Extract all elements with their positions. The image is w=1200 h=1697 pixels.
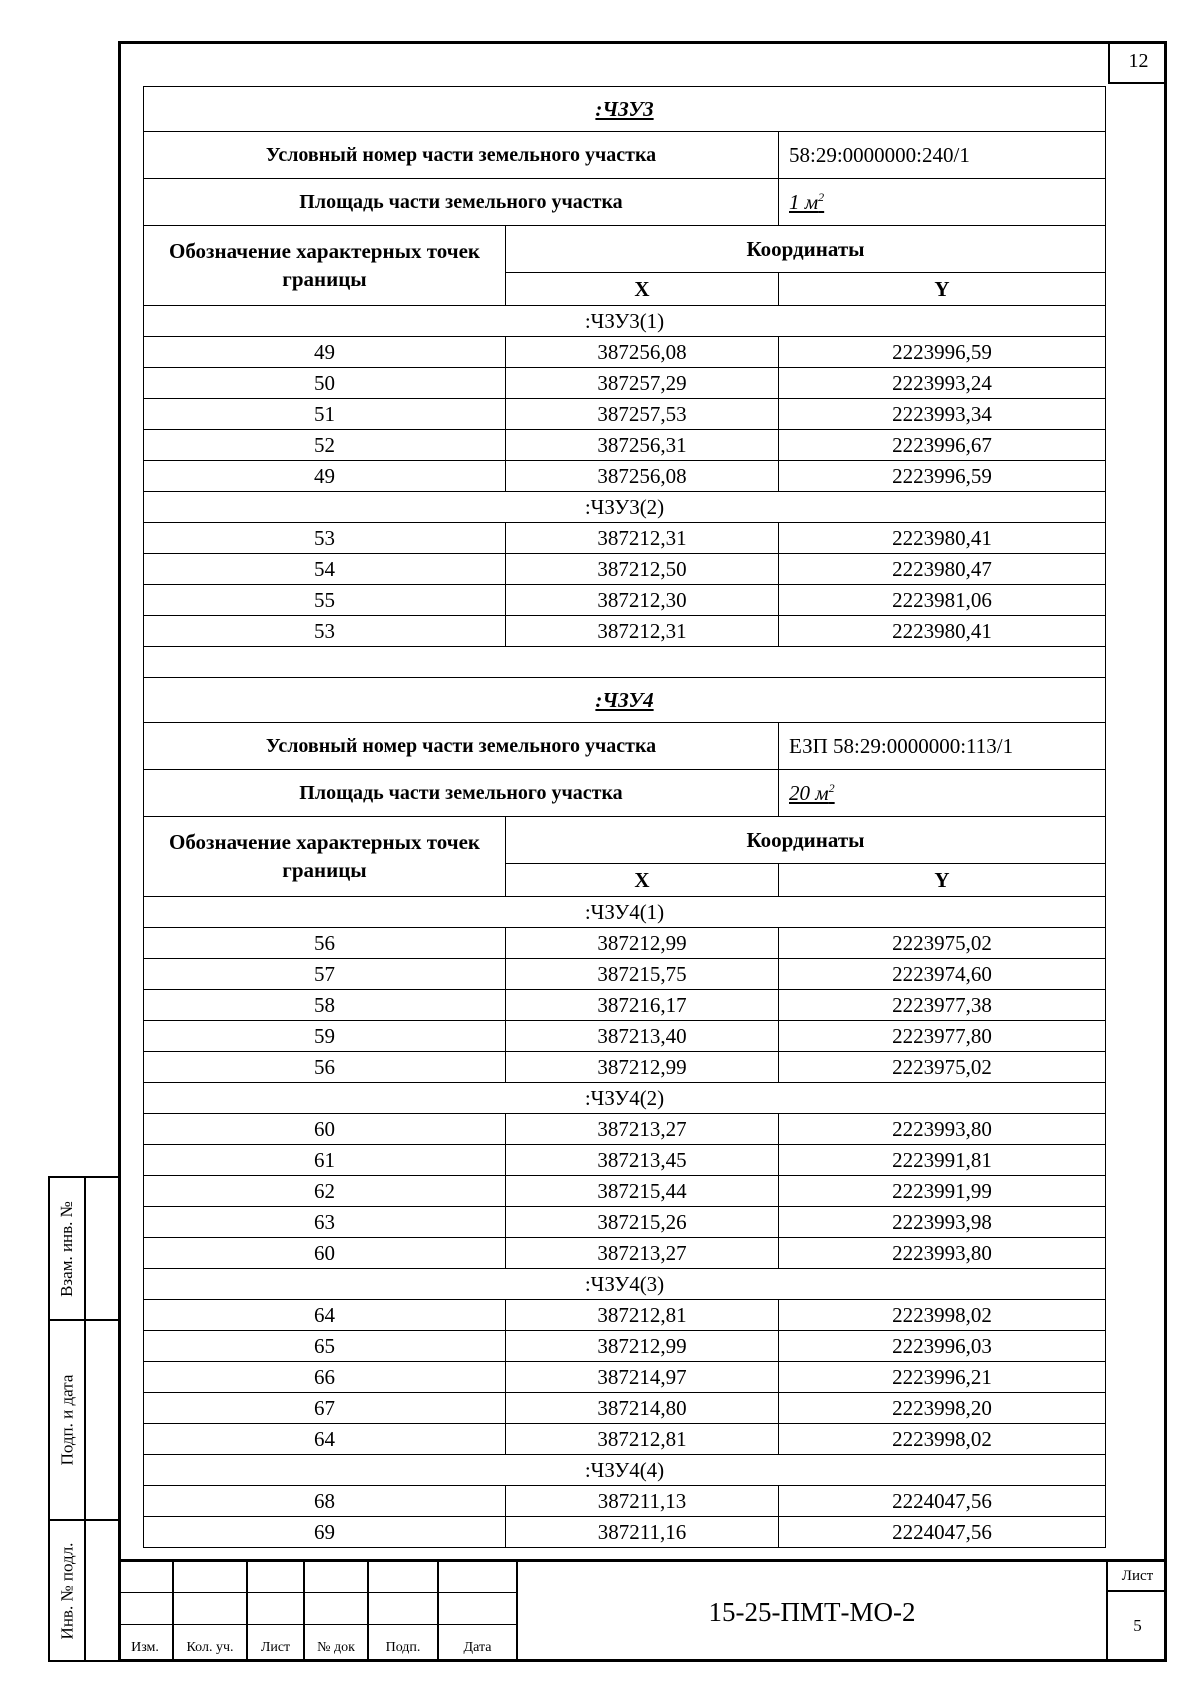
table-row bbox=[144, 1362, 1106, 1393]
coord-x: 387215,75 bbox=[506, 959, 779, 990]
point-number: 59 bbox=[144, 1021, 506, 1052]
coord-x: 387211,13 bbox=[506, 1486, 779, 1517]
point-number: 68 bbox=[144, 1486, 506, 1517]
area-value bbox=[789, 190, 824, 214]
tb-col-data: Дата bbox=[463, 1640, 492, 1655]
coord-y: 2223998,02 bbox=[779, 1300, 1106, 1331]
coordinates-table bbox=[143, 86, 1106, 1548]
section-spacer bbox=[144, 647, 1106, 678]
coord-y: 2223991,99 bbox=[779, 1176, 1106, 1207]
point-number: 55 bbox=[144, 585, 506, 616]
coord-y: 2223980,41 bbox=[779, 616, 1106, 647]
table-row bbox=[144, 1238, 1106, 1269]
coord-x: 387215,44 bbox=[506, 1176, 779, 1207]
coord-x: 387213,45 bbox=[506, 1145, 779, 1176]
point-number: 64 bbox=[144, 1424, 506, 1455]
area-label: Площадь части земельного участка bbox=[144, 179, 779, 226]
table-row bbox=[144, 1052, 1106, 1083]
point-number: 60 bbox=[144, 1114, 506, 1145]
section-title-row bbox=[144, 678, 1106, 723]
table-row bbox=[144, 616, 1106, 647]
point-number: 53 bbox=[144, 616, 506, 647]
y-header: Y bbox=[779, 273, 1106, 306]
coord-y: 2223993,34 bbox=[779, 399, 1106, 430]
coord-x: 387214,80 bbox=[506, 1393, 779, 1424]
coord-y: 2223991,81 bbox=[779, 1145, 1106, 1176]
coord-x: 387215,26 bbox=[506, 1207, 779, 1238]
point-number: 60 bbox=[144, 1238, 506, 1269]
coord-y: 2223975,02 bbox=[779, 1052, 1106, 1083]
header-row-1 bbox=[144, 817, 1106, 864]
side-label-inv: Инв. № подл. bbox=[57, 1542, 76, 1639]
top-page-number: 12 bbox=[1108, 41, 1167, 84]
coord-y: 2223980,47 bbox=[779, 554, 1106, 585]
area-number: 20 м bbox=[789, 781, 829, 805]
coord-y: 2223996,67 bbox=[779, 430, 1106, 461]
table-row bbox=[144, 523, 1106, 554]
table-row bbox=[144, 430, 1106, 461]
coord-x: 387256,08 bbox=[506, 461, 779, 492]
coord-y: 2223996,59 bbox=[779, 337, 1106, 368]
coord-x: 387212,31 bbox=[506, 523, 779, 554]
coord-y: 2223993,80 bbox=[779, 1238, 1106, 1269]
coord-y: 2224047,56 bbox=[779, 1517, 1106, 1548]
section-title-row bbox=[144, 87, 1106, 132]
area-label: Площадь части земельного участка bbox=[144, 770, 779, 817]
coord-y: 2223998,02 bbox=[779, 1424, 1106, 1455]
side-label-vzam: Взам. инв. № bbox=[57, 1200, 76, 1297]
table-row bbox=[144, 1114, 1106, 1145]
coord-x: 387212,31 bbox=[506, 616, 779, 647]
table-row bbox=[144, 1331, 1106, 1362]
side-stamp-inv bbox=[48, 1521, 118, 1662]
coord-x: 387256,31 bbox=[506, 430, 779, 461]
coord-y: 2223980,41 bbox=[779, 523, 1106, 554]
y-header: Y bbox=[779, 864, 1106, 897]
point-number: 62 bbox=[144, 1176, 506, 1207]
coord-x: 387213,27 bbox=[506, 1238, 779, 1269]
sheet-label: Лист bbox=[1108, 1562, 1167, 1592]
area-row bbox=[144, 179, 1106, 226]
spacer-cell bbox=[144, 647, 1106, 678]
side-label-podp: Подп. и дата bbox=[57, 1374, 77, 1466]
coord-y: 2223998,20 bbox=[779, 1393, 1106, 1424]
side-stamp-vzam bbox=[48, 1176, 118, 1321]
table-row bbox=[144, 1393, 1106, 1424]
point-number: 54 bbox=[144, 554, 506, 585]
number-row bbox=[144, 132, 1106, 179]
coord-x: 387216,17 bbox=[506, 990, 779, 1021]
tb-col-ndok: № док bbox=[317, 1640, 355, 1655]
coord-x: 387214,97 bbox=[506, 1362, 779, 1393]
coord-y: 2223993,24 bbox=[779, 368, 1106, 399]
table-row bbox=[144, 461, 1106, 492]
coord-x: 387257,29 bbox=[506, 368, 779, 399]
point-number: 49 bbox=[144, 461, 506, 492]
points-header: Обозначение характерных точек границы bbox=[144, 226, 506, 306]
section-title: :ЧЗУ3 bbox=[144, 87, 1106, 132]
point-number: 66 bbox=[144, 1362, 506, 1393]
coord-y: 2223993,98 bbox=[779, 1207, 1106, 1238]
coord-y: 2223974,60 bbox=[779, 959, 1106, 990]
x-header: X bbox=[506, 864, 779, 897]
point-number: 61 bbox=[144, 1145, 506, 1176]
coord-x: 387257,53 bbox=[506, 399, 779, 430]
area-value-cell bbox=[779, 179, 1106, 226]
side-stamp-podp bbox=[48, 1321, 118, 1521]
point-number: 64 bbox=[144, 1300, 506, 1331]
part-label: :ЧЗУ3(1) bbox=[144, 306, 1106, 337]
point-number: 51 bbox=[144, 399, 506, 430]
table-row bbox=[144, 1207, 1106, 1238]
part-label: :ЧЗУ4(1) bbox=[144, 897, 1106, 928]
coord-x: 387212,99 bbox=[506, 928, 779, 959]
coord-x: 387213,27 bbox=[506, 1114, 779, 1145]
table-row bbox=[144, 554, 1106, 585]
number-label: Условный номер части земельного участка bbox=[144, 723, 779, 770]
point-number: 58 bbox=[144, 990, 506, 1021]
part-label-row bbox=[144, 306, 1106, 337]
part-label: :ЧЗУ4(3) bbox=[144, 1269, 1106, 1300]
area-row bbox=[144, 770, 1106, 817]
coord-x: 387212,50 bbox=[506, 554, 779, 585]
table-row bbox=[144, 399, 1106, 430]
point-number: 63 bbox=[144, 1207, 506, 1238]
sheet-number: 5 bbox=[1133, 1616, 1142, 1635]
area-number: 1 м bbox=[789, 190, 819, 214]
sheet-box bbox=[1106, 1562, 1167, 1662]
tb-col-izm: Изм. bbox=[131, 1640, 159, 1655]
coord-y: 2223977,38 bbox=[779, 990, 1106, 1021]
coord-y: 2223996,21 bbox=[779, 1362, 1106, 1393]
area-value bbox=[789, 781, 835, 805]
point-number: 56 bbox=[144, 1052, 506, 1083]
point-number: 49 bbox=[144, 337, 506, 368]
section-title: :ЧЗУ4 bbox=[144, 678, 1106, 723]
table-row bbox=[144, 1021, 1106, 1052]
coords-header: Координаты bbox=[506, 226, 1106, 273]
table-row bbox=[144, 1517, 1106, 1548]
table-row bbox=[144, 1145, 1106, 1176]
tb-col-kol: Кол. уч. bbox=[186, 1640, 234, 1655]
part-label: :ЧЗУ4(4) bbox=[144, 1455, 1106, 1486]
table-row bbox=[144, 1300, 1106, 1331]
point-number: 69 bbox=[144, 1517, 506, 1548]
coordinates-document bbox=[143, 86, 1105, 1548]
point-number: 50 bbox=[144, 368, 506, 399]
part-label-row bbox=[144, 1269, 1106, 1300]
part-label-row bbox=[144, 1083, 1106, 1114]
point-number: 57 bbox=[144, 959, 506, 990]
coord-y: 2223977,80 bbox=[779, 1021, 1106, 1052]
title-block bbox=[118, 1559, 1167, 1662]
coord-y: 2223996,03 bbox=[779, 1331, 1106, 1362]
coord-x: 387211,16 bbox=[506, 1517, 779, 1548]
table-row bbox=[144, 1486, 1106, 1517]
coord-y: 2223975,02 bbox=[779, 928, 1106, 959]
part-label-row bbox=[144, 897, 1106, 928]
area-unit-sup: 2 bbox=[828, 781, 835, 795]
coord-x: 387256,08 bbox=[506, 337, 779, 368]
x-header: X bbox=[506, 273, 779, 306]
point-number: 67 bbox=[144, 1393, 506, 1424]
table-row bbox=[144, 337, 1106, 368]
point-number: 53 bbox=[144, 523, 506, 554]
table-row bbox=[144, 1176, 1106, 1207]
part-label: :ЧЗУ4(2) bbox=[144, 1083, 1106, 1114]
header-row-1 bbox=[144, 226, 1106, 273]
table-row bbox=[144, 928, 1106, 959]
number-value: ЕЗП 58:29:0000000:113/1 bbox=[779, 723, 1106, 770]
coords-header: Координаты bbox=[506, 817, 1106, 864]
table-row bbox=[144, 1424, 1106, 1455]
table-row bbox=[144, 959, 1106, 990]
part-label-row bbox=[144, 492, 1106, 523]
points-header: Обозначение характерных точек границы bbox=[144, 817, 506, 897]
area-value-cell bbox=[779, 770, 1106, 817]
number-label: Условный номер части земельного участка bbox=[144, 132, 779, 179]
document-code: 15-25-ПМТ-МО-2 bbox=[708, 1596, 916, 1627]
tb-col-list: Лист bbox=[260, 1640, 291, 1655]
table-row bbox=[144, 368, 1106, 399]
coord-x: 387212,30 bbox=[506, 585, 779, 616]
coord-x: 387212,81 bbox=[506, 1424, 779, 1455]
number-row bbox=[144, 723, 1106, 770]
point-number: 65 bbox=[144, 1331, 506, 1362]
coord-x: 387212,81 bbox=[506, 1300, 779, 1331]
table-row bbox=[144, 990, 1106, 1021]
coord-x: 387212,99 bbox=[506, 1052, 779, 1083]
number-value: 58:29:0000000:240/1 bbox=[779, 132, 1106, 179]
coord-x: 387212,99 bbox=[506, 1331, 779, 1362]
coord-x: 387213,40 bbox=[506, 1021, 779, 1052]
area-unit-sup: 2 bbox=[818, 190, 825, 204]
table-row bbox=[144, 585, 1106, 616]
coord-y: 2223981,06 bbox=[779, 585, 1106, 616]
point-number: 52 bbox=[144, 430, 506, 461]
tb-col-podp: Подп. bbox=[385, 1640, 421, 1655]
point-number: 56 bbox=[144, 928, 506, 959]
coord-y: 2224047,56 bbox=[779, 1486, 1106, 1517]
part-label-row bbox=[144, 1455, 1106, 1486]
part-label: :ЧЗУ3(2) bbox=[144, 492, 1106, 523]
coord-y: 2223996,59 bbox=[779, 461, 1106, 492]
coord-y: 2223993,80 bbox=[779, 1114, 1106, 1145]
